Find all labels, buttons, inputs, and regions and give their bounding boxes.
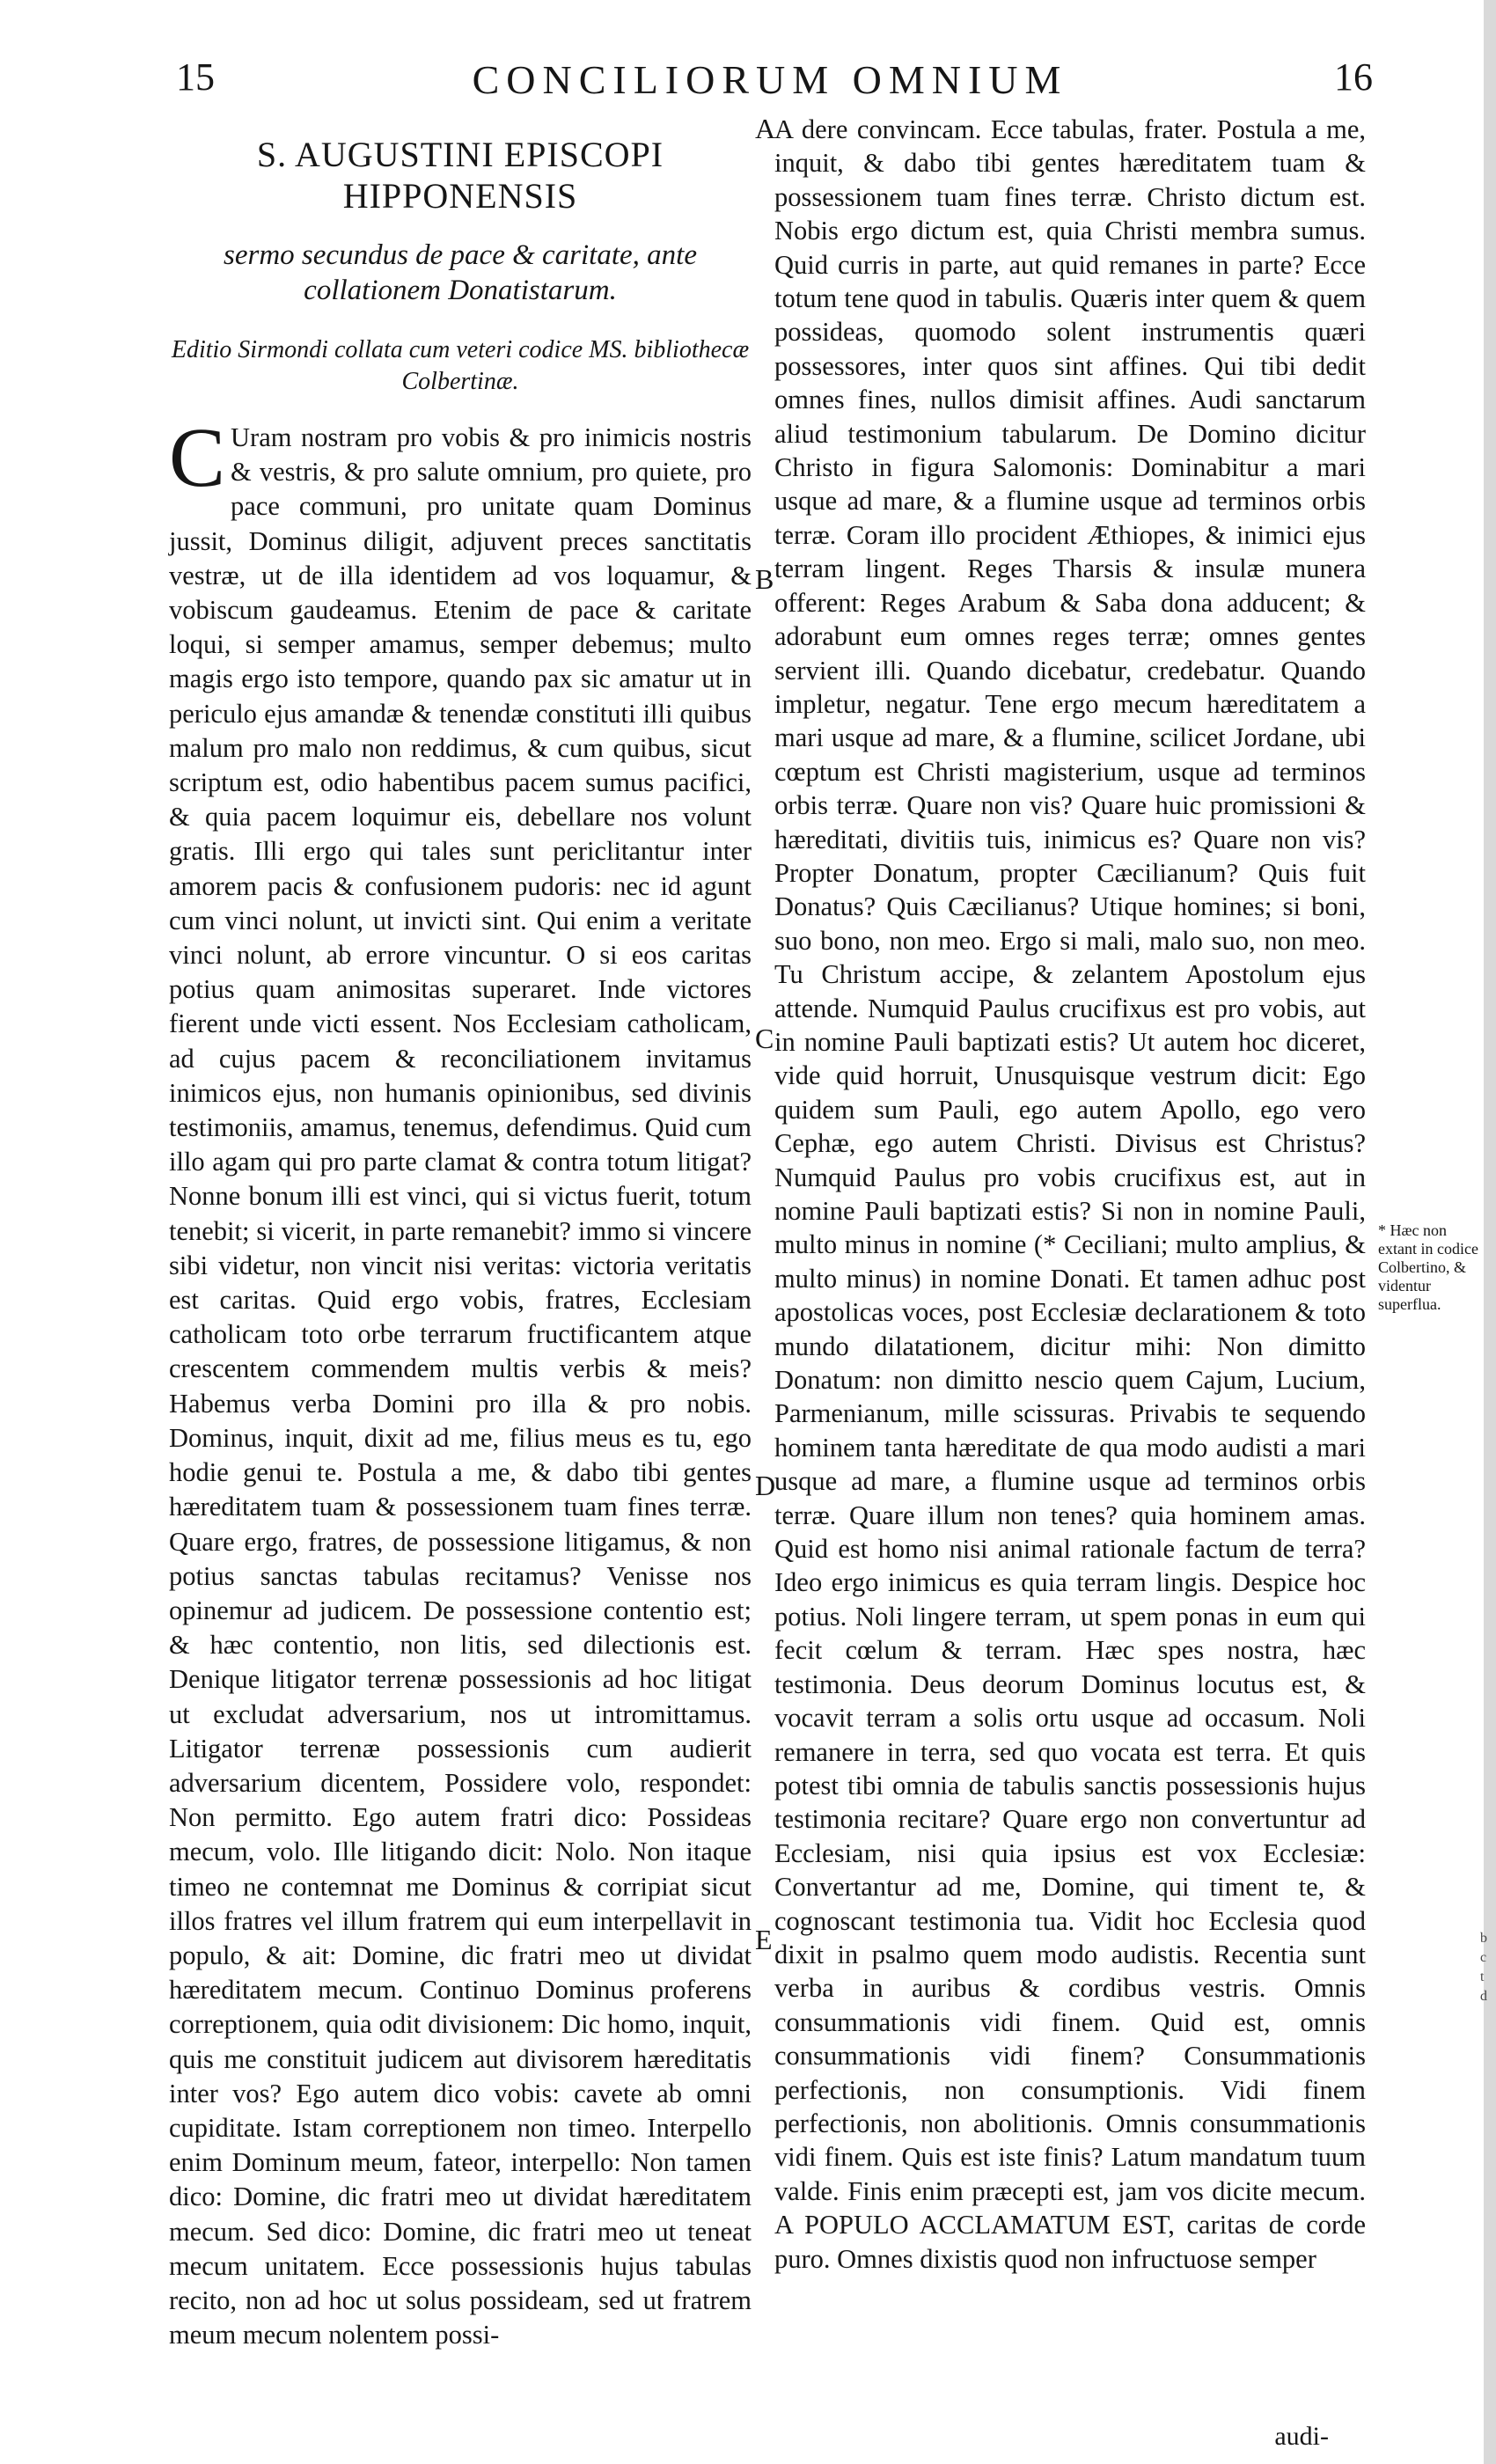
right-body-paragraph: A dere convincam. Ecce tabulas, frater. Postula a me, inquit, & dabo tibi gentes hæreditatem tuam & possessionem tuam fines terræ. Christo dictum est. Nobis ergo dictum est, quia Christi membra sumus. Quid curris in parte, aut quid remanes in parte? Ecce totum tene quod in tabulis. Quæris inter quem & quem possideas, quomodo solent instrumentis quæri possessores, inter quos sint affines. Qui tibi dedit omnes fines, nullos dimisit affines. Audi sanctarum aliud testimonium tabularum. De Domino dicitur Christo in figura Salomonis: Dominabitur a mari usque ad mare, & a flumine usque ad terminos orbis terræ. Coram illo procident Æthiopes, & inimici ejus terram lingent. Reges Tharsis & insulæ munera offerent: Reges Arabum & Saba dona adducent; & adorabunt eum omnes reges terræ; omnes gentes servient illi. Quando dicebatur, credebatur. Quando impletur, negatur. Tene ergo mecum hæreditatem a mari usque ad mare, & a flumine, scilicet Jordane, ubi cœptum est Christi magisterium, usque ad terminos orbis terræ. Quare non vis? Quare huic promissioni & hæreditati, divitiis tuis, inimicus es? Quare non vis? Propter Donatum, propter Cæcilianum? Quis fuit Donatus? Quis Cæcilianus? Utique homines; si boni, suo bono, non meo. Ergo si mali, malo suo, non meo. Tu Christum accipe, & zelantem Apostolum ejus attende. Numquid Paulus crucifixus est pro vobis, aut in nomine Pauli baptizati estis? Ut autem hoc diceret, vide quid horruit, Unusquisque vestrum dicit: Ego quidem sum Pauli, ego autem Apollo, ego vero Cephæ, ego autem Christi. Divisus est Christus? Numquid Paulus pro vobis crucifixus est, aut in nomine Pauli baptizati estis? Si non in nomine Pauli, multo minus in nomine (* Ceciliani; multo amplius, & multo minus) in nomine Donati. Et tamen adhuc post apostolicas voces, post Ecclesiæ declarationem & toto mundo dilatationem, dicitur mihi: Non dimitto Donatum: non dimitto nescio quem Cajum, Lucium, Parmenianum, mille scissuras. Privabis te sequendo hominem tanta hæreditate de qua modo audisti a mari usque ad mare, a flumine usque ad terminos orbis terræ. Quare illum non tenes? quia hominem amas. Quid est homo nisi animal rationale factum de terra? Ideo ergo inimicus es quia terram lingis. Despice hoc potius. Noli lingere terram, ut spem ponas in eum qui fecit cœlum & terram. Hæc spes nostra, hæc testimonia. Deus deorum Dominus locutus est, & vocavit terram a solis ortu usque ad occasum. Noli remanere in terra, sed quo vocata est terra. Et quis potest tibi omnia de tabulis sanctis possessionis hujus testimonia recitare? Quare ergo non convertuntur ad Ecclesiam, nisi quia ipsius est vox Ecclesiæ: Convertantur ad me, Domine, qui timent te, & cognoscant testimonia tua. Vidit hoc Ecclesia quod dixit in psalmo quem modo audistis. Recentia sunt verba in auribus & cordibus vestris. Omnis consummationis vidi finem. Quid est, omnis consummationis vidi finem? Consummationis perfectionis, non consumptionis. Vidi finem perfectionis, non abolitionis. Omnis consummationis vidi finem. Quis est iste finis? Latum mandatum tuum valde. Finis enim præcepti est, jam vos dicite mecum. A POPULO ACCLAMATUM EST, caritas de corde puro. Omnes dixistis quod non infructuose semper (774, 114, 1366, 2274)
left-column (169, 134, 752, 2352)
sermon-heading: sermo secundus de pace & caritate, ante collationem Donatistarum. (224, 239, 697, 306)
page-number-left: 15 (176, 55, 215, 99)
catchword: audi- (1274, 2422, 1329, 2451)
left-column-text (169, 410, 752, 2352)
running-head (167, 55, 1373, 107)
running-title: CONCILIORUM OMNIUM (472, 57, 1068, 102)
right-column (774, 113, 1366, 2276)
section-letter-c: C (755, 1023, 774, 1054)
section-letter-a: A (755, 113, 776, 144)
right-column-text (774, 113, 1366, 2276)
left-body-paragraph: Uram nostram pro vobis & pro inimicis nostris & vestris, & pro salute omnium, pro quiete, pro pace communi, pro unitate quam Dominus jussit, Dominus diligit, adjuvent preces sanctitatis vestræ, ut de illa identidem ad vos loquamur, & vobiscum gaudeamus. Etenim de pace & caritate loqui, si semper amamus, semper debemus; multo magis ergo isto tempore, quando pax sic amatur ut in periculo ejus amandæ & tenendæ constituti illi quibus malum pro malo non reddimus, & cum quibus, sicut scriptum est, odio habentibus pacem sumus pacifici, & quia pacem loquimur eis, debellare nos volunt gratis. Illi ergo qui tales sunt periclitantur inter amorem pacis & confusionem pudoris: nec id agunt cum vinci nolunt, ut invicti sint. Qui enim a veritate vinci nolunt, ab errore vincuntur. O si eos caritas potius quam animositas superaret. Inde victores fierent unde victi essent. Nos Ecclesiam catholicam, ad cujus pacem & reconciliationem invitamus inimicos ejus, non humanis opinionibus, sed divinis testimoniis, amamus, tenemus, defendimus. Quid cum illo agam qui pro parte clamat & contra totum litigat? Nonne bonum illi est vinci, qui si victus fuerit, totum tenebit; si vicerit, in parte remanebit? immo si vincere sibi videtur, non vincit nisi veritas: victoria veritatis est caritas. Quid ergo vobis, fratres, Ecclesiam catholicam toto orbe terrarum fructificantem atque crescentem commendem multis verbis & meis? Habemus verba Domini pro illa & pro nobis. Dominus, inquit, dixit ad me, filius meus es tu, ego hodie genui te. Postula a me, & dabo tibi gentes hæreditatem tuam & possessionem tuam fines terræ. Quare ergo, fratres, de possessione litigamus, & non potius sanctas tabulas recitamus? Venisse nos opinemur ad judicem. De possessione contentio est; & hæc contentio, non litis, sed dilectionis est. Denique litigator terrenæ possessionis ad hoc litigat ut excludat adversarium, nos ut intromittamus. Litigator terrenæ possessionis cum audierit adversarium dicentem, Possidere volo, respondet: Non permitto. Ego autem fratri dico: Possideas mecum, volo. Ille litigando dicit: Nolo. Non itaque timeo ne contemnat me Dominus & corripiat sicut illos fratres vel illum fratrem qui eum interpellavit in populo, & ait: Domine, dic fratri meo ut dividat hæreditatem mecum. Continuo Dominus proferens correptionem, quia odit divisionem: Dic homo, inquit, quis me constituit judicem aut divisorem hæreditatis inter vos? Ego autem dico vobis: cavete ab omni cupiditate. Istam correptionem non timeo. Interpello enim Dominum meum, fateor, interpello: Non tamen dico: Domine, dic fratri meo ut dividat hæreditatem mecum. Sed dico: Domine, dic fratri meo ut teneat mecum unitatem. Ecce possessionis hujus tabulas recito, non ad hoc ut solus possideam, sed ut fratrem meum mecum nolentem possi- (169, 422, 752, 2350)
edition-note: Editio Sirmondi collata cum veteri codice MS. bibliothecæ Colbertinæ. (171, 336, 750, 395)
page-edge-shadow (1484, 0, 1496, 2464)
drop-cap: C (169, 410, 226, 504)
section-letter-b: B (755, 563, 774, 595)
page-number-right: 16 (1334, 55, 1373, 99)
margin-note: * Hæc non extant in codice Colbertino, & videntur superflua. (1378, 1221, 1478, 1313)
edge-bleed-marks: b c t d (1480, 1931, 1487, 2004)
author-heading: S. AUGUSTINI EPISCOPI HIPPONENSIS (256, 135, 664, 216)
section-letter-d: D (755, 1470, 776, 1501)
section-letter-e: E (755, 1924, 773, 1955)
